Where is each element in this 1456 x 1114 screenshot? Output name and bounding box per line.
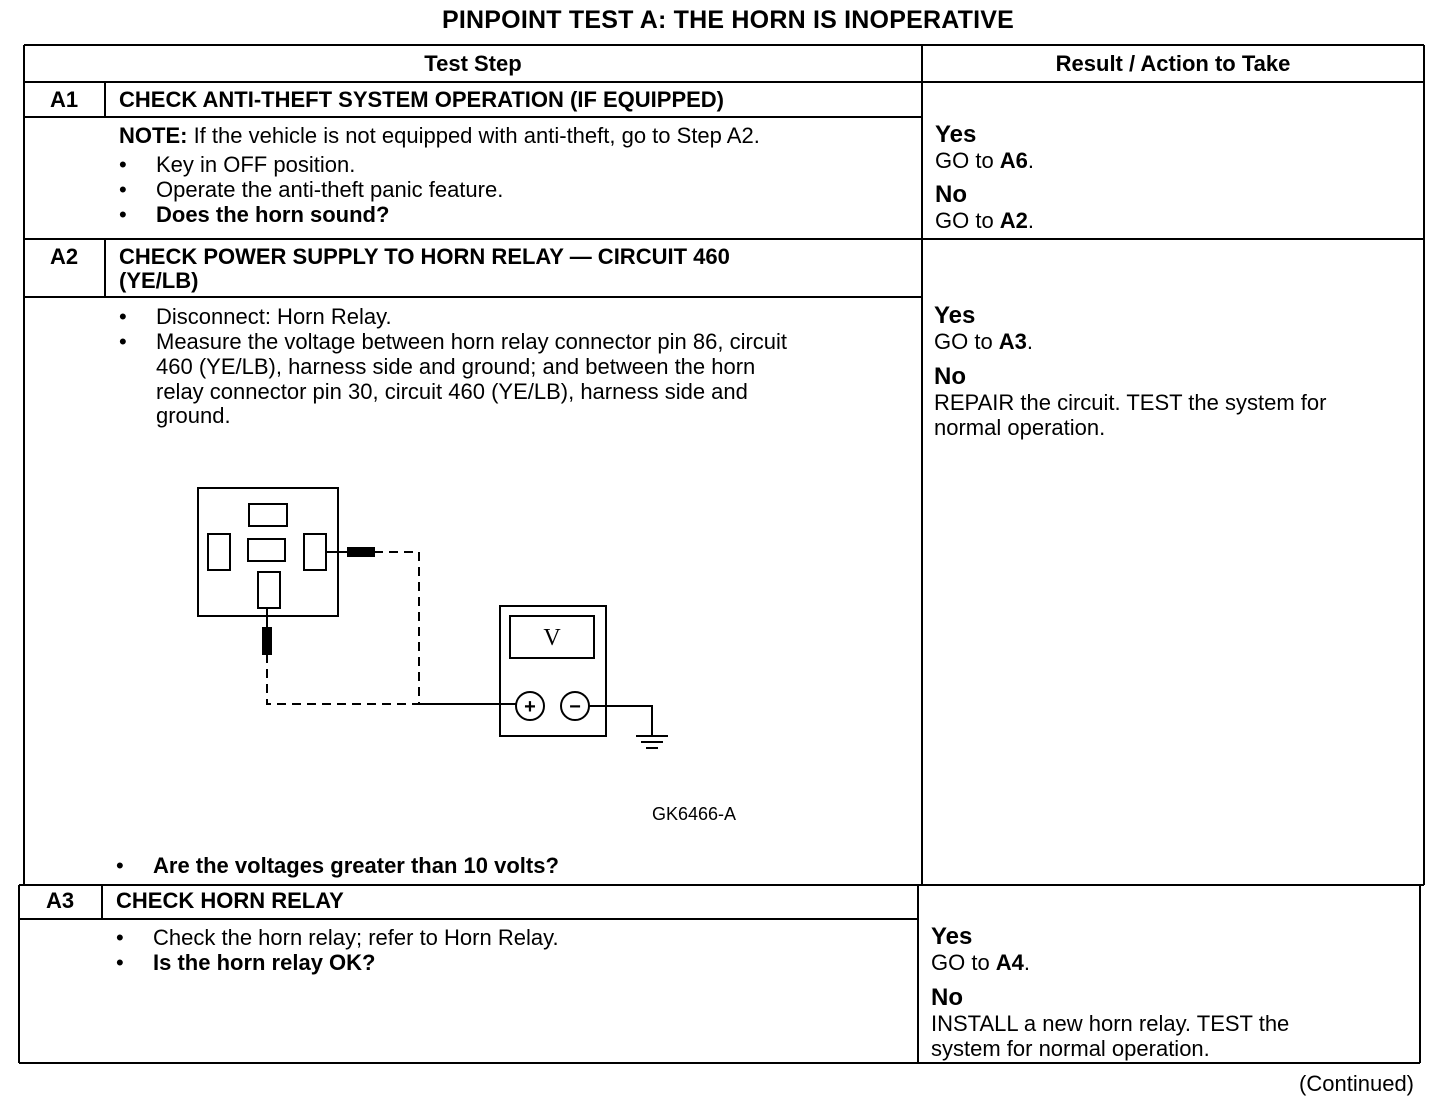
probe-tip-icon <box>263 628 271 654</box>
goto-text: GO to <box>934 329 999 354</box>
goto-target: A3 <box>998 329 1027 354</box>
relay-terminal-pin-86 <box>304 534 326 570</box>
continued-label: (Continued) <box>1299 1071 1414 1096</box>
a3-no-action-line2: system for normal operation. <box>931 1036 1210 1061</box>
goto-period: . <box>1027 208 1035 233</box>
bullet-dot: • <box>116 853 124 878</box>
voltmeter-label: V <box>543 625 561 651</box>
bullet-dot: • <box>119 152 127 177</box>
header-result-action: Result / Action to Take <box>1055 51 1291 76</box>
note-text: If the vehicle is not equipped with anti-theft, go to Step A2. <box>187 123 760 148</box>
page-title: PINPOINT TEST A: THE HORN IS INOPERATIVE <box>442 6 1014 34</box>
a1-no-action <box>935 208 1034 233</box>
a3-yes-label: Yes <box>931 923 973 950</box>
a1-question: Does the horn sound? <box>156 202 390 227</box>
relay-connector <box>198 488 338 616</box>
a1-no-label: No <box>935 181 967 208</box>
step-id-a2: A2 <box>49 244 79 269</box>
a2-bullet-1: Disconnect: Horn Relay. <box>156 304 392 329</box>
bullet-dot: • <box>119 202 127 227</box>
step-id-a3: A3 <box>45 888 75 913</box>
bullet-dot: • <box>119 304 127 329</box>
plus-sign: + <box>524 696 536 718</box>
a2-no-action-line1: REPAIR the circuit. TEST the system for <box>934 390 1327 415</box>
relay-terminal-left <box>208 534 230 570</box>
minus-sign: − <box>569 696 581 718</box>
a2-yes-action <box>934 329 1033 354</box>
goto-target: A4 <box>995 950 1024 975</box>
goto-period: . <box>1027 148 1035 173</box>
step-id-a1: A1 <box>49 87 79 112</box>
a1-note <box>119 123 760 148</box>
probe-lead-dashed <box>267 654 419 704</box>
a1-bullet-2: Operate the anti-theft panic feature. <box>156 177 504 202</box>
relay-terminal-center <box>248 539 285 561</box>
figure-id: GK6466-A <box>652 804 737 824</box>
goto-target: A6 <box>999 148 1028 173</box>
a2-no-label: No <box>934 363 966 390</box>
note-label: NOTE: <box>119 123 188 148</box>
a1-yes-label: Yes <box>935 121 977 148</box>
bullet-dot: • <box>119 177 127 202</box>
relay-terminal-top <box>249 504 287 526</box>
step-heading-a2-line2: (YE/LB) <box>119 268 199 293</box>
goto-text: GO to <box>935 208 1000 233</box>
step-heading-a2-line1: CHECK POWER SUPPLY TO HORN RELAY — CIRCUIT 460 <box>119 244 730 269</box>
probe-lead-dashed <box>374 552 419 704</box>
a3-bullet-1: Check the horn relay; refer to Horn Relay. <box>153 925 559 950</box>
a2-bullet-2-line3: relay connector pin 30, circuit 460 (YE/LB), harness side and <box>156 379 748 404</box>
a3-yes-action <box>931 950 1030 975</box>
bullet-dot: • <box>116 950 124 975</box>
a2-bullet-2-line2: 460 (YE/LB), harness side and ground; and between the horn <box>156 354 756 379</box>
goto-target: A2 <box>999 208 1028 233</box>
a2-bullet-2-line1: Measure the voltage between horn relay connector pin 86, circuit <box>156 329 788 354</box>
goto-text: GO to <box>935 148 1000 173</box>
a2-bullet-2-line4: ground. <box>156 403 231 428</box>
relay-terminal-pin-30 <box>258 572 280 608</box>
a2-no-action-line2: normal operation. <box>934 415 1106 440</box>
a1-bullet-1: Key in OFF position. <box>156 152 356 177</box>
header-test-step: Test Step <box>424 51 522 76</box>
goto-text: GO to <box>931 950 996 975</box>
a3-question: Is the horn relay OK? <box>153 950 376 975</box>
step-heading-a1: CHECK ANTI-THEFT SYSTEM OPERATION (IF EQUIPPED) <box>119 87 725 112</box>
a3-no-label: No <box>931 984 963 1011</box>
bullet-dot: • <box>119 329 127 354</box>
goto-period: . <box>1026 329 1034 354</box>
bullet-dot: • <box>116 925 124 950</box>
a2-yes-label: Yes <box>934 302 976 329</box>
goto-period: . <box>1023 950 1031 975</box>
step-heading-a3: CHECK HORN RELAY <box>116 888 344 913</box>
a3-no-action-line1: INSTALL a new horn relay. TEST the <box>931 1011 1290 1036</box>
a2-question: Are the voltages greater than 10 volts? <box>153 853 559 878</box>
probe-tip-icon <box>348 548 374 556</box>
relay-voltage-diagram <box>190 480 790 840</box>
a1-yes-action <box>935 148 1034 173</box>
